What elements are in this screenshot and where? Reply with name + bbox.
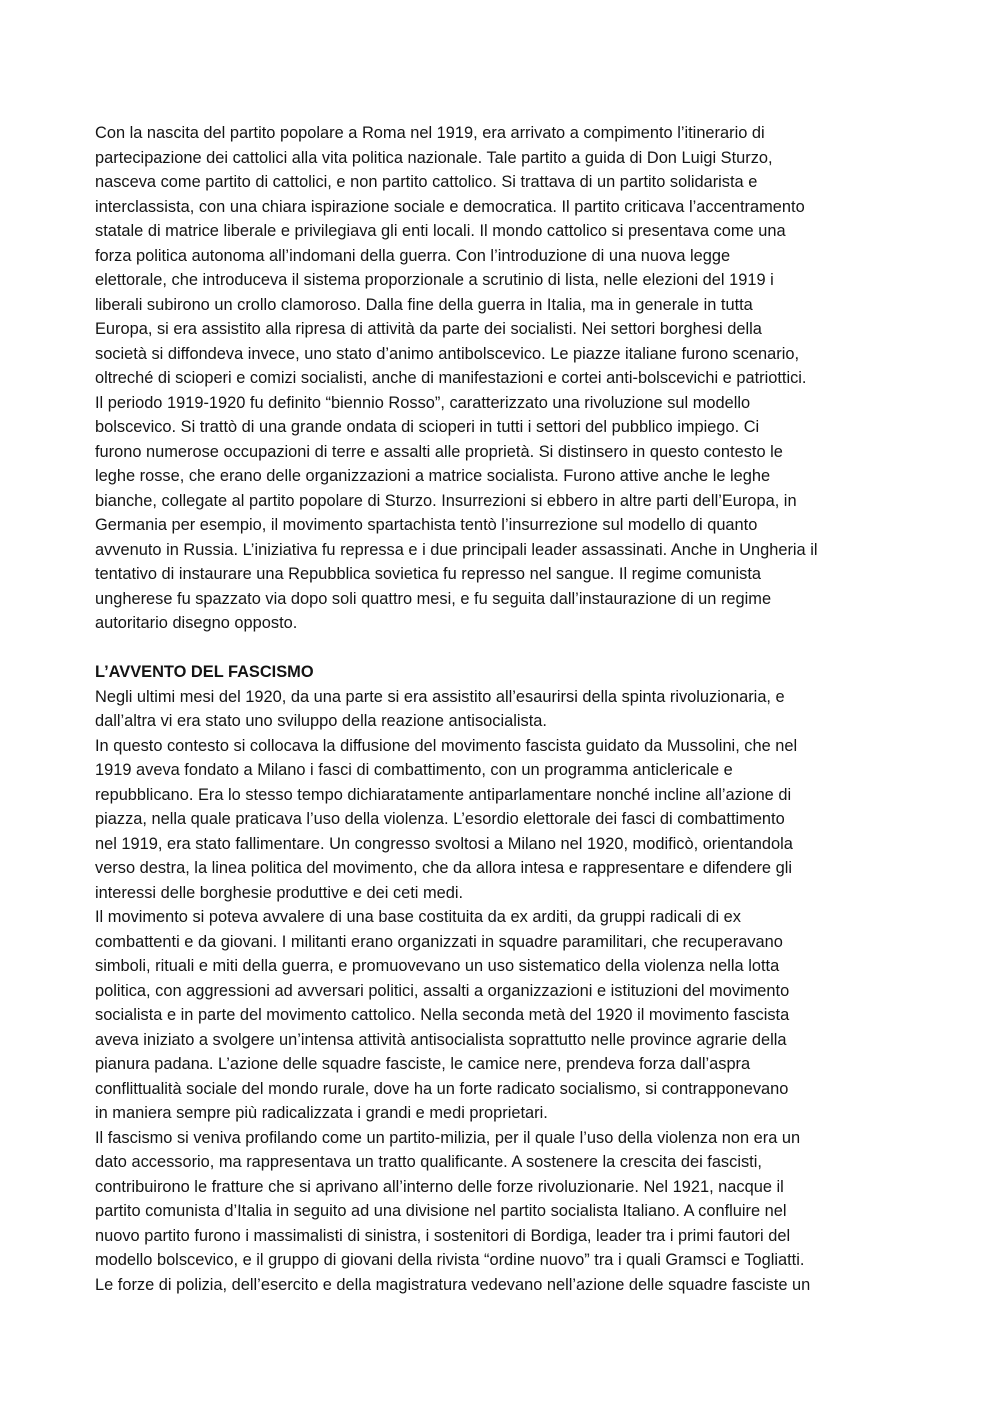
text-line: conflittualità sociale del mondo rurale, dove ha un forte radicato socialismo, si contrapponevano xyxy=(95,1079,789,1098)
text-line: Europa, si era assistito alla ripresa di attività da parte dei socialisti. Nei settori borghesi della xyxy=(95,320,762,338)
text-line: elettorale, che introduceva il sistema proporzionale a scrutinio di lista, nelle elezioni del 1919 i xyxy=(95,271,774,289)
text-line: In questo contesto si collocava la diffusione del movimento fascista guidato da Mussolini, che nel xyxy=(95,736,798,755)
document-body xyxy=(95,121,910,1297)
text-line: Germania per esempio, il movimento spartachista tentò l’insurrezione sul modello di quanto xyxy=(95,516,758,534)
text-line: Il periodo 1919-1920 fu definito “biennio Rosso”, caratterizzato una rivoluzione sul modello xyxy=(95,393,751,412)
text-line: forza politica autonoma all’indomani della guerra. Con l’introduzione di una nuova legge xyxy=(95,246,731,265)
text-line: partito comunista d’Italia in seguito ad una divisione nel partito socialista Italiano. A confluire nel xyxy=(95,1202,787,1220)
text-line: autoritario disegno opposto. xyxy=(95,614,298,632)
text-line: interessi delle borghesie produttive e dei ceti medi. xyxy=(95,883,464,902)
text-line: statale di matrice liberale e privilegiava gli enti locali. Il mondo cattolico si presentava come una xyxy=(95,222,786,240)
text-line: modello bolscevico, e il gruppo di giovani della rivista “ordine nuovo” tra i quali Gramsci e Togliatti. xyxy=(95,1251,805,1269)
text-line: Le forze di polizia, dell’esercito e della magistratura vedevano nell’azione delle squadre fasciste un xyxy=(95,1275,811,1294)
text-line: piazza, nella quale praticava l’uso della violenza. L’esordio elettorale dei fasci di combattimento xyxy=(95,810,785,828)
text-line: repubblicano. Era lo stesso tempo dichiaratamente antiparlamentare nonché incline all’azione di xyxy=(95,785,792,804)
intro-paragraph xyxy=(95,121,910,636)
text-line: pianura padana. L’azione delle squadre fasciste, le camice nere, prendeva forza dall’aspra xyxy=(95,1055,751,1073)
text-line: dall’altra vi era stato uno sviluppo della reazione antisocialista. xyxy=(95,712,547,730)
text-line: ungherese fu spazzato via dopo soli quattro mesi, e fu seguita dall’instaurazione di un regime xyxy=(95,589,772,608)
text-line: società si diffondeva invece, uno stato d’animo antibolscevico. Le piazze italiane furono scenario, xyxy=(95,344,800,363)
paragraph-spacer xyxy=(95,636,910,661)
text-line: oltreché di scioperi e comizi socialisti, anche di manifestazioni e cortei anti-bolscevichi e patriottici. xyxy=(95,369,807,387)
text-line: Negli ultimi mesi del 1920, da una parte si era assistito all’esaurirsi della spinta rivoluzionaria, e xyxy=(95,687,785,706)
text-line: Con la nascita del partito popolare a Roma nel 1919, era arrivato a compimento l’itinerario di xyxy=(95,124,765,142)
text-line: verso destra, la linea politica del movimento, che da allora intesa e rappresentare e difendere gli xyxy=(95,859,793,877)
text-line: bianche, collegate al partito popolare di Sturzo. Insurrezioni si ebbero in altre parti dell’Europa, in xyxy=(95,491,797,510)
text-line: politica, con aggressioni ad avversari politici, assalti a organizzazioni e istituzioni del movimento xyxy=(95,981,790,1000)
fascism-section xyxy=(95,685,910,1298)
text-line: contribuirono le fratture che si aprivano all’interno delle forze rivoluzionarie. Nel 1921, nacque il xyxy=(95,1177,784,1196)
text-line: simboli, rituali e miti della guerra, e promuovevano un uso sistematico della violenza nella lotta xyxy=(95,957,780,975)
text-line: leghe rosse, che erano delle organizzazioni a matrice socialista. Furono attive anche le leghe xyxy=(95,467,771,485)
text-line: Il movimento si poteva avvalere di una base costituita da ex arditi, da gruppi radicali di ex xyxy=(95,908,741,926)
text-line: nel 1919, era stato fallimentare. Un congresso svoltosi a Milano nel 1920, modificò, orientandola xyxy=(95,834,793,853)
text-line: bolscevico. Si trattò di una grande ondata di scioperi in tutti i settori del pubblico impiego. Ci xyxy=(95,418,760,436)
text-line: nasceva come partito di cattolici, e non partito cattolico. Si trattava di un partito solidarista e xyxy=(95,173,758,191)
text-line: partecipazione dei cattolici alla vita politica nazionale. Tale partito a guida di Don Luigi Sturzo, xyxy=(95,148,773,167)
text-line: combattenti e da giovani. I militanti erano organizzati in squadre paramilitari, che recuperavano xyxy=(95,932,783,951)
text-line: dato accessorio, ma rappresentava un tratto qualificante. A sostenere la crescita dei fascisti, xyxy=(95,1153,762,1171)
text-line: nuovo partito furono i massimalisti di sinistra, i sostenitori di Bordiga, leader tra i primi fautori del xyxy=(95,1226,791,1245)
text-line: tentativo di instaurare una Repubblica sovietica fu represso nel sangue. Il regime comunista xyxy=(95,565,762,583)
section-heading: L’AVVENTO DEL FASCISMO xyxy=(95,663,314,681)
text-line: aveva iniziato a svolgere un’intensa attività antisocialista soprattutto nelle province agrarie della xyxy=(95,1030,787,1049)
text-line: interclassista, con una chiara ispirazione sociale e democratica. Il partito criticava l’accentramento xyxy=(95,197,805,216)
text-line: 1919 aveva fondato a Milano i fasci di combattimento, con un programma anticlericale e xyxy=(95,761,733,779)
text-line: socialista e in parte del movimento cattolico. Nella seconda metà del 1920 il movimento fascista xyxy=(95,1006,790,1024)
text-line: avvenuto in Russia. L’iniziativa fu repressa e i due principali leader assassinati. Anche in Ungheria il xyxy=(95,540,818,559)
text-line: liberali subirono un crollo clamoroso. Dalla fine della guerra in Italia, ma in generale in tutta xyxy=(95,295,753,314)
text-line: furono numerose occupazioni di terre e assalti alle proprietà. Si distinsero in questo contesto le xyxy=(95,442,783,461)
text-line: in maniera sempre più radicalizzata i grandi e medi proprietari. xyxy=(95,1104,548,1122)
text-line: Il fascismo si veniva profilando come un partito-milizia, per il quale l’uso della violenza non era un xyxy=(95,1128,801,1147)
